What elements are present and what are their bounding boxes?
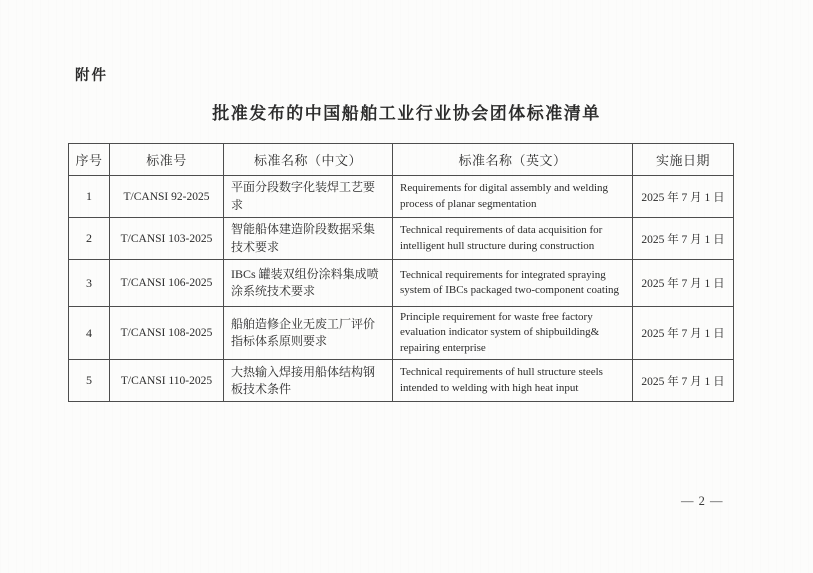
cell-standard-no: T/CANSI 110-2025 xyxy=(110,360,224,402)
cell-name-en: Principle requirement for waste free factory evaluation indicator system of shipbuilding& repairing enterprise xyxy=(393,307,633,360)
header-cell-name-cn: 标准名称（中文） xyxy=(224,144,393,176)
cell-name-en: Technical requirements of hull structure steels intended to welding with high heat input xyxy=(393,360,633,402)
attachment-label: 附件 xyxy=(75,68,108,84)
cell-seq: 5 xyxy=(69,360,110,402)
table-row xyxy=(69,176,734,218)
cell-name-cn: 大热输入焊接用船体结构钢板技术条件 xyxy=(224,360,393,402)
cell-date: 2025 年 7 月 1 日 xyxy=(633,260,734,307)
table-row xyxy=(69,307,734,360)
document-title: 批准发布的中国船舶工业行业协会团体标准清单 xyxy=(212,104,601,123)
cell-standard-no: T/CANSI 106-2025 xyxy=(110,260,224,307)
table-header-row xyxy=(69,144,734,176)
cell-date: 2025 年 7 月 1 日 xyxy=(633,360,734,402)
cell-standard-no: T/CANSI 92-2025 xyxy=(110,176,224,218)
cell-name-cn: 平面分段数字化装焊工艺要求 xyxy=(224,176,393,218)
cell-date: 2025 年 7 月 1 日 xyxy=(633,218,734,260)
cell-seq: 4 xyxy=(69,307,110,360)
cell-name-en: Requirements for digital assembly and welding process of planar segmentation xyxy=(393,176,633,218)
cell-name-cn: 船舶造修企业无废工厂评价指标体系原则要求 xyxy=(224,307,393,360)
header-cell-date: 实施日期 xyxy=(633,144,734,176)
cell-name-en: Technical requirements of data acquisition for intelligent hull structure during construction xyxy=(393,218,633,260)
header-cell-name-en: 标准名称（英文） xyxy=(393,144,633,176)
cell-seq: 3 xyxy=(69,260,110,307)
cell-standard-no: T/CANSI 108-2025 xyxy=(110,307,224,360)
standards-table xyxy=(68,143,734,402)
table-row xyxy=(69,218,734,260)
cell-name-cn: 智能船体建造阶段数据采集技术要求 xyxy=(224,218,393,260)
cell-date: 2025 年 7 月 1 日 xyxy=(633,176,734,218)
cell-seq: 2 xyxy=(69,218,110,260)
cell-name-cn: IBCs 罐装双组份涂料集成喷涂系统技术要求 xyxy=(224,260,393,307)
cell-seq: 1 xyxy=(69,176,110,218)
cell-date: 2025 年 7 月 1 日 xyxy=(633,307,734,360)
table-row xyxy=(69,260,734,307)
table-row xyxy=(69,360,734,402)
page-number: — 2 — xyxy=(681,494,724,508)
header-cell-seq: 序号 xyxy=(69,144,110,176)
cell-standard-no: T/CANSI 103-2025 xyxy=(110,218,224,260)
header-cell-std-no: 标准号 xyxy=(110,144,224,176)
cell-name-en: Technical requirements for integrated spraying system of IBCs packaged two-component coating xyxy=(393,260,633,307)
